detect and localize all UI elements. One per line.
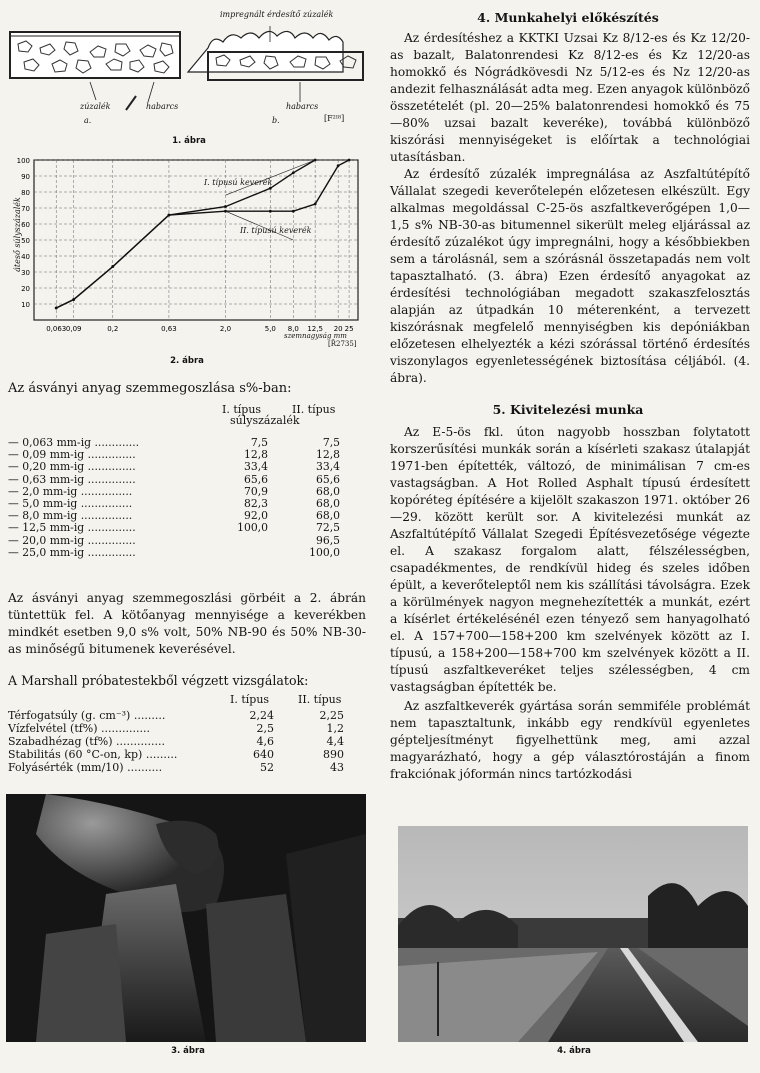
marshall-col2: II. típus bbox=[298, 693, 342, 706]
chart-y-tick-label: 10 bbox=[21, 301, 30, 309]
chart-x-tick-label: 8,0 bbox=[287, 325, 299, 333]
chart-x-tick-label: 0,63 bbox=[161, 325, 177, 333]
marshall-row-label: Térfogatsúly (g. cm⁻³) ......... bbox=[8, 709, 166, 722]
section-5-paragraph-2: Az aszfaltkeverék gyártása során semmiféle problémát nem tapasztaltunk, inkább egy rendkívül egyenletes gépteljesítményt figyelhettünk meg, ami azzal magyarázható, hogy a gép választórostáján a finom frakciónak jóformán nincs tartózkodási bbox=[390, 699, 750, 781]
grading-row-type2: 72,5 bbox=[315, 521, 340, 535]
figure-1-drawing bbox=[8, 8, 370, 146]
marshall-row-label: Szabadhézag (tf%) .............. bbox=[8, 735, 165, 748]
grading-row-type2: 33,4 bbox=[315, 460, 340, 474]
section-5-title: 5. Kivitelezési munka bbox=[492, 402, 644, 417]
fig1-label-a-zuzalek: zúzalék bbox=[80, 102, 111, 111]
marshall-row-type2: 1,2 bbox=[326, 722, 344, 735]
grading-row-type1: 70,9 bbox=[243, 484, 268, 498]
grading-row bbox=[8, 535, 340, 547]
chart-point bbox=[72, 298, 75, 301]
marshall-row bbox=[8, 722, 344, 735]
figure-4-image bbox=[398, 826, 748, 1042]
grading-row-type1: 65,6 bbox=[243, 472, 268, 486]
marshall-row-type1: 2,5 bbox=[256, 722, 274, 735]
marshall-row-type1: 640 bbox=[253, 748, 274, 761]
grading-row-type1: 92,0 bbox=[243, 509, 268, 523]
grading-chart bbox=[4, 150, 370, 350]
marshall-row-label: Folyásérték (mm/10) .......... bbox=[8, 761, 163, 774]
figure-1 bbox=[8, 8, 370, 146]
marshall-col1: I. típus bbox=[230, 693, 270, 706]
section-4-paragraph-2: Az érdesítő zúzalék impregnálása az Aszfaltútépítő Vállalat szegedi keverőtelepén előzetesen elkészült. Egy alkalmas megoldással C-25-ös aszfaltkeverőgépen 1,0—1,5 s% NB-30-as bitumennel sikerült meleg eljárással az érdesítő zúzalékot úgy impregnálni, hogy a későbbiekben sem a tárolásnál, sem a szórásnál összetapadás nem volt tapasztalható. (3. ábra) Ezen érdesítő anyagokat az érdesítési technológiában megadott szakaszfelosztás alapján az útpadkán 10 méterenként, a tervezett kiszórásnak megfelelő mennyiségben kis depóniákban előzetesen elhelyezték a kézi szórással történő érdesítés viszonylagos egyenletességének biztosítása céljából. (4. ábra). bbox=[390, 167, 750, 385]
chart-point bbox=[55, 307, 58, 310]
grading-row-label: — 25,0 mm-ig .............. bbox=[8, 545, 136, 559]
grading-col1: I. típus bbox=[222, 403, 262, 416]
grading-row-type1 bbox=[222, 535, 268, 547]
section-4-paragraph-1: Az érdesítéshez a KKTKI Uzsai Kz 8/12-es és Kz 12/20-as bazalt, Balatonrendesi Kz 8/12-es és Kz 12/20-as homokkő és Nógrádkövesdi Nz 5/12-es és Nz 12/20-as andezit felhasználását adta meg. Ezen anyagok különböző összetételét (pl. 20—25% balatonrendesi homokkő és 75—80% uzsai bazalt keveréke), továbbá különböző kiszórási mennyiségeket is előírtak a technológiai utasításban. bbox=[390, 31, 750, 164]
marshall-row-type2: 2,25 bbox=[319, 709, 344, 722]
marshall-row bbox=[8, 709, 344, 722]
marshall-row-type2: 4,4 bbox=[326, 735, 344, 748]
chart-x-tick-label: 20 bbox=[333, 325, 343, 333]
figure-1-caption: 1. ábra bbox=[172, 136, 206, 146]
chart-point bbox=[224, 205, 227, 208]
figure-4-caption: 4. ábra bbox=[557, 1046, 591, 1056]
chart-y-tick-label: 50 bbox=[21, 237, 30, 245]
chart-point bbox=[292, 210, 295, 213]
marshall-row bbox=[8, 735, 344, 748]
chart-x-tick-label: 12,5 bbox=[307, 325, 323, 333]
curve-label-2: II. típusú keverék bbox=[240, 226, 312, 235]
chart-y-tick-label: 30 bbox=[21, 269, 30, 277]
grading-row-type2: 12,8 bbox=[315, 448, 340, 462]
grading-row-type2: 96,5 bbox=[315, 533, 340, 547]
grading-row bbox=[8, 474, 340, 486]
grading-section bbox=[8, 380, 368, 559]
marshall-row-type1: 52 bbox=[260, 761, 274, 774]
marshall-row bbox=[8, 748, 344, 761]
fig1-label-b-habarcs: habarcs bbox=[286, 102, 319, 111]
grading-row-label: — 20,0 mm-ig .............. bbox=[8, 533, 136, 547]
grading-col2: II. típus bbox=[292, 403, 336, 416]
chart-y-tick-label: 40 bbox=[21, 253, 30, 261]
chart-y-tick-label: 60 bbox=[21, 221, 30, 229]
grading-row-type2: 68,0 bbox=[315, 497, 340, 511]
chart-y-tick-label: 90 bbox=[21, 173, 30, 181]
chart-point bbox=[292, 171, 295, 174]
chart-ylabel: áteső súlyszázalék bbox=[12, 197, 22, 272]
chart-point bbox=[269, 210, 272, 213]
marshall-row-type2: 43 bbox=[330, 761, 344, 774]
grading-row-type1: 33,4 bbox=[243, 460, 268, 474]
grading-row-label: — 0,63 mm-ig .............. bbox=[8, 472, 136, 486]
chart-xlabel: szemnagyság mm bbox=[284, 332, 347, 340]
chart-point bbox=[168, 214, 171, 217]
grading-header bbox=[8, 397, 368, 427]
grading-row-type2: 65,6 bbox=[315, 472, 340, 486]
marshall-row-type1: 2,24 bbox=[249, 709, 274, 722]
chart-x-tick-label: 2,0 bbox=[219, 325, 232, 333]
marshall-row-type2: 890 bbox=[323, 748, 344, 761]
figure-3-caption: 3. ábra bbox=[171, 1046, 205, 1056]
grading-table bbox=[8, 437, 340, 559]
chart-y-tick-label: 80 bbox=[21, 189, 30, 197]
grading-unit: súlyszázalék bbox=[230, 414, 300, 427]
grading-row-type2: 68,0 bbox=[315, 509, 340, 523]
grading-row-label: — 0,063 mm-ig ............. bbox=[8, 436, 140, 449]
grading-row-type1: 12,8 bbox=[243, 448, 268, 462]
chart-y-tick-label: 20 bbox=[21, 285, 30, 293]
grading-row bbox=[8, 461, 340, 473]
curve-label-1: I. típusú keverék bbox=[204, 178, 273, 187]
marshall-row-label: Stabilitás (60 °C-on, kp) ......... bbox=[8, 748, 178, 761]
marshall-header bbox=[8, 689, 368, 707]
fig1-stamp: [F²ᴵ⁸] bbox=[324, 114, 345, 123]
section-4-title: 4. Munkahelyi előkészítés bbox=[477, 10, 659, 25]
grading-row-type1: 82,3 bbox=[243, 497, 268, 511]
grading-row-type2: 68,0 bbox=[315, 484, 340, 498]
grading-row-label: — 8,0 mm-ig ............... bbox=[8, 509, 133, 523]
marshall-intro: A Marshall próbatestekből végzett vizsgálatok: bbox=[8, 673, 309, 688]
grading-row-label: — 5,0 mm-ig ............... bbox=[8, 497, 133, 511]
fig1-label-top: impregnált érdesítő zúzalék bbox=[220, 10, 334, 19]
chart-point bbox=[111, 265, 114, 268]
chart-x-tick-label: 0,063 bbox=[46, 325, 67, 333]
grading-row-label: — 12,5 mm-ig .............. bbox=[8, 521, 136, 535]
chart-y-tick-label: 100 bbox=[16, 157, 30, 165]
grading-row-label: — 0,20 mm-ig .............. bbox=[8, 460, 136, 474]
grading-row bbox=[8, 522, 340, 534]
grading-row-type2: 7,5 bbox=[322, 436, 340, 449]
paragraph-binder: Az ásványi anyag szemmegoszlási görbéit a 2. ábrán tüntettük fel. A kötőanyag mennyisége a keverékben mindkét esetben 9,0 s% volt, 50% NB-90 és 50% NB-30-as minőségű bitumenek keverésével. bbox=[8, 591, 366, 656]
chart-x-tick-label: 25 bbox=[344, 325, 354, 333]
marshall-row bbox=[8, 761, 344, 774]
figure-3-image bbox=[6, 794, 366, 1042]
chart-y-tick-label: 70 bbox=[21, 205, 30, 213]
marshall-row-type1: 4,6 bbox=[256, 735, 274, 748]
grading-row-type2: 100,0 bbox=[309, 545, 340, 559]
chart-point bbox=[269, 187, 272, 190]
grading-row-type1 bbox=[222, 547, 268, 559]
marshall-table bbox=[8, 709, 344, 774]
chart-point bbox=[348, 159, 351, 162]
grading-row bbox=[8, 547, 340, 559]
chart-x-tick-label: 5,0 bbox=[264, 325, 276, 333]
section-5-paragraph-1: Az E-5-ös fkl. úton nagyobb hosszban folytatott korszerűsítési munkák során a kísérleti szakasz útalapját 1971-ben építették, változó, de minimálisan 7 cm-es vastagságban. A Hot Rolled Asphalt típusú érdesített kopóréteg építésére a kijelölt szakaszon 1971. október 26—29. között került sor. A kivitelezési munkát az Aszfaltútépítő Vállalat Szegedi Építésvezetősége végezte el. A szakasz forgalom alatt, félszélességben, csapadékmentes, de rendkívül hideg és szeles időben épült, a keverőteleptől nem kis szállítási távolságra. Ezek a körülmények nagyon megnehezítették a munkát, ezért a kísérlet értékelésénél ezen tényező sem hanyagolható el. A 157+700—158+200 km szelvények között az I. típusú, a 158+200—158+700 km szelvények között a II. típusú aszfaltkeveréket teljes szélességben, 4 cm vastagságban építették be. bbox=[390, 425, 750, 694]
fig1-label-a-habarcs: habarcs bbox=[146, 102, 179, 111]
fig1-sub-b: b. bbox=[272, 116, 280, 125]
figure-3-photo bbox=[6, 794, 366, 1042]
grading-row-type1: 7,5 bbox=[250, 436, 268, 449]
marshall-section bbox=[8, 672, 368, 774]
grading-row-type1: 100,0 bbox=[237, 521, 268, 535]
chart-stamp: [R̂2735] bbox=[328, 340, 357, 348]
fig1-sub-a: a. bbox=[84, 116, 92, 125]
figure-2-caption: 2. ábra bbox=[170, 356, 204, 366]
grading-row-label: — 2,0 mm-ig ............... bbox=[8, 484, 133, 498]
chart-x-tick-label: 0,09 bbox=[65, 325, 82, 333]
figure-4-photo bbox=[398, 826, 748, 1042]
chart-point bbox=[314, 203, 317, 206]
grading-intro: Az ásványi anyag szemmegoszlása s%-ban: bbox=[8, 381, 292, 396]
chart-x-tick-label: 0,2 bbox=[107, 325, 119, 333]
chart-point bbox=[337, 164, 340, 167]
grading-row-label: — 0,09 mm-ig .............. bbox=[8, 448, 136, 462]
figure-2 bbox=[4, 150, 370, 368]
marshall-row-label: Vízfelvétel (tf%) .............. bbox=[8, 722, 151, 735]
